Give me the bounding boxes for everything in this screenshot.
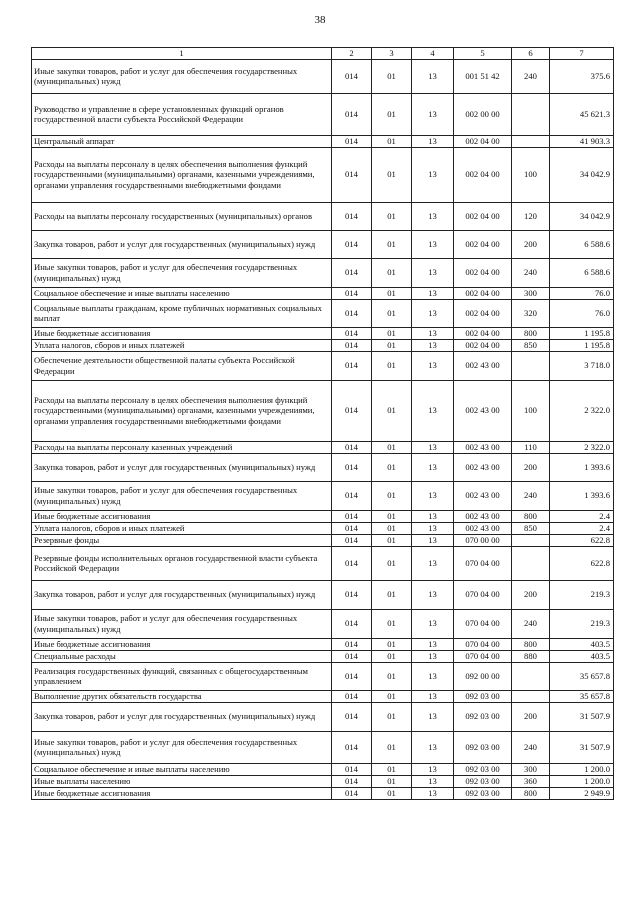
row-subsection: 13 [412,510,454,522]
row-name: Иные закупки товаров, работ и услуг для обеспечения государственных (муниципальных) нужд [32,258,332,287]
row-expense-type [512,135,550,147]
row-ministry-code: 014 [332,258,372,287]
row-ministry-code: 014 [332,638,372,650]
table-row [32,351,614,380]
row-target-article: 002 43 00 [454,510,512,522]
table-row [32,93,614,135]
row-expense-type: 100 [512,147,550,202]
row-name: Иные закупки товаров, работ и услуг для обеспечения государственных (муниципальных) нужд [32,59,332,93]
row-name: Иные закупки товаров, работ и услуг для обеспечения государственных (муниципальных) нужд [32,609,332,638]
table-row [32,522,614,534]
row-expense-type: 800 [512,327,550,339]
row-amount: 6 588.6 [550,230,614,258]
row-name: Обеспечение деятельности общественной палаты субъекта Российской Федерации [32,351,332,380]
row-amount: 1 195.8 [550,327,614,339]
row-section: 01 [372,299,412,327]
row-subsection: 13 [412,731,454,763]
row-subsection: 13 [412,59,454,93]
row-name: Иные выплаты населению [32,775,332,787]
row-name: Уплата налогов, сборов и иных платежей [32,339,332,351]
row-amount: 403.5 [550,638,614,650]
row-name: Закупка товаров, работ и услуг для государственных (муниципальных) нужд [32,580,332,609]
row-ministry-code: 014 [332,481,372,510]
table-row [32,638,614,650]
row-target-article: 092 03 00 [454,702,512,731]
table-row [32,731,614,763]
row-subsection: 13 [412,230,454,258]
row-subsection: 13 [412,690,454,702]
row-subsection: 13 [412,580,454,609]
row-name: Расходы на выплаты персоналу в целях обеспечения выполнения функций государственными (муниципальными) органами, казенными учреждениями, органами управления государственными внебюджетными фондами [32,147,332,202]
row-section: 01 [372,702,412,731]
table-row [32,327,614,339]
row-expense-type: 200 [512,453,550,481]
table-row [32,763,614,775]
table-header-row [32,48,614,60]
row-expense-type: 200 [512,580,550,609]
row-target-article: 002 00 00 [454,93,512,135]
table-row [32,580,614,609]
row-subsection: 13 [412,287,454,299]
row-name: Закупка товаров, работ и услуг для государственных (муниципальных) нужд [32,230,332,258]
row-amount: 76.0 [550,299,614,327]
header-col-7: 7 [550,48,614,60]
row-section: 01 [372,638,412,650]
row-expense-type: 240 [512,609,550,638]
row-target-article: 070 04 00 [454,638,512,650]
row-ministry-code: 014 [332,534,372,546]
row-name: Уплата налогов, сборов и иных платежей [32,522,332,534]
row-expense-type: 240 [512,731,550,763]
row-target-article: 092 00 00 [454,662,512,690]
row-ministry-code: 014 [332,380,372,441]
row-subsection: 13 [412,775,454,787]
row-section: 01 [372,93,412,135]
row-ministry-code: 014 [332,787,372,799]
table-row [32,339,614,351]
row-target-article: 002 04 00 [454,147,512,202]
row-amount: 2 949.9 [550,787,614,799]
row-target-article: 002 04 00 [454,299,512,327]
row-expense-type: 200 [512,230,550,258]
row-amount: 31 507.9 [550,702,614,731]
row-expense-type: 850 [512,339,550,351]
table-row [32,135,614,147]
row-section: 01 [372,481,412,510]
table-row [32,510,614,522]
row-amount: 6 588.6 [550,258,614,287]
row-ministry-code: 014 [332,147,372,202]
row-target-article: 002 43 00 [454,481,512,510]
row-name: Иные бюджетные ассигнования [32,327,332,339]
row-amount: 622.8 [550,534,614,546]
row-expense-type: 800 [512,510,550,522]
row-section: 01 [372,258,412,287]
row-amount: 2.4 [550,522,614,534]
row-name: Специальные расходы [32,650,332,662]
row-amount: 76.0 [550,287,614,299]
row-expense-type [512,690,550,702]
row-expense-type: 110 [512,441,550,453]
row-amount: 41 903.3 [550,135,614,147]
row-subsection: 13 [412,441,454,453]
row-amount: 45 621.3 [550,93,614,135]
row-subsection: 13 [412,258,454,287]
row-section: 01 [372,650,412,662]
row-ministry-code: 014 [332,339,372,351]
row-target-article: 002 04 00 [454,258,512,287]
row-target-article: 002 04 00 [454,135,512,147]
row-section: 01 [372,731,412,763]
row-name: Выполнение других обязательств государства [32,690,332,702]
header-col-6: 6 [512,48,550,60]
row-expense-type: 800 [512,638,550,650]
budget-table [31,47,614,800]
row-amount: 1 200.0 [550,763,614,775]
row-target-article: 092 03 00 [454,690,512,702]
row-ministry-code: 014 [332,702,372,731]
row-expense-type: 320 [512,299,550,327]
row-section: 01 [372,327,412,339]
row-target-article: 092 03 00 [454,787,512,799]
row-section: 01 [372,775,412,787]
row-subsection: 13 [412,380,454,441]
row-amount: 35 657.8 [550,662,614,690]
row-amount: 1 393.6 [550,453,614,481]
row-ministry-code: 014 [332,763,372,775]
row-amount: 219.3 [550,580,614,609]
row-target-article: 002 04 00 [454,287,512,299]
row-section: 01 [372,230,412,258]
row-section: 01 [372,59,412,93]
table-row [32,690,614,702]
row-amount: 1 200.0 [550,775,614,787]
row-name: Социальное обеспечение и иные выплаты населению [32,763,332,775]
row-subsection: 13 [412,638,454,650]
row-subsection: 13 [412,546,454,580]
row-expense-type [512,662,550,690]
table-row [32,775,614,787]
row-amount: 403.5 [550,650,614,662]
table-row [32,441,614,453]
table-row [32,702,614,731]
row-ministry-code: 014 [332,135,372,147]
row-ministry-code: 014 [332,662,372,690]
row-subsection: 13 [412,650,454,662]
row-ministry-code: 014 [332,650,372,662]
row-expense-type [512,351,550,380]
row-subsection: 13 [412,481,454,510]
row-ministry-code: 014 [332,202,372,230]
row-target-article: 002 04 00 [454,202,512,230]
row-target-article: 002 43 00 [454,441,512,453]
row-name: Социальные выплаты гражданам, кроме публичных нормативных социальных выплат [32,299,332,327]
row-ministry-code: 014 [332,327,372,339]
row-subsection: 13 [412,787,454,799]
table-row [32,534,614,546]
row-target-article: 070 04 00 [454,546,512,580]
table-row [32,453,614,481]
row-subsection: 13 [412,453,454,481]
table-row [32,787,614,799]
row-section: 01 [372,510,412,522]
row-subsection: 13 [412,534,454,546]
row-subsection: 13 [412,351,454,380]
row-subsection: 13 [412,702,454,731]
row-name: Иные бюджетные ассигнования [32,638,332,650]
row-expense-type: 800 [512,787,550,799]
row-amount: 622.8 [550,546,614,580]
row-name: Расходы на выплаты персоналу казенных учреждений [32,441,332,453]
row-target-article: 002 43 00 [454,351,512,380]
row-amount: 2 322.0 [550,380,614,441]
row-expense-type: 240 [512,258,550,287]
row-amount: 3 718.0 [550,351,614,380]
row-name: Закупка товаров, работ и услуг для государственных (муниципальных) нужд [32,453,332,481]
row-ministry-code: 014 [332,510,372,522]
table-row [32,258,614,287]
row-ministry-code: 014 [332,609,372,638]
header-col-3: 3 [372,48,412,60]
row-section: 01 [372,763,412,775]
row-amount: 1 195.8 [550,339,614,351]
row-target-article: 070 00 00 [454,534,512,546]
row-subsection: 13 [412,202,454,230]
row-target-article: 002 43 00 [454,453,512,481]
row-name: Расходы на выплаты персоналу государственных (муниципальных) органов [32,202,332,230]
row-ministry-code: 014 [332,731,372,763]
page-number: 38 [314,14,326,26]
row-ministry-code: 014 [332,230,372,258]
row-name: Закупка товаров, работ и услуг для государственных (муниципальных) нужд [32,702,332,731]
row-ministry-code: 014 [332,299,372,327]
row-ministry-code: 014 [332,522,372,534]
row-name: Иные бюджетные ассигнования [32,787,332,799]
row-amount: 2.4 [550,510,614,522]
row-ministry-code: 014 [332,453,372,481]
row-name: Иные закупки товаров, работ и услуг для обеспечения государственных (муниципальных) нужд [32,731,332,763]
row-expense-type: 200 [512,702,550,731]
row-ministry-code: 014 [332,580,372,609]
row-ministry-code: 014 [332,441,372,453]
row-amount: 35 657.8 [550,690,614,702]
row-subsection: 13 [412,609,454,638]
row-amount: 2 322.0 [550,441,614,453]
row-amount: 375.6 [550,59,614,93]
row-amount: 34 042.9 [550,147,614,202]
row-section: 01 [372,546,412,580]
row-target-article: 002 04 00 [454,230,512,258]
row-expense-type: 240 [512,481,550,510]
row-target-article: 002 43 00 [454,522,512,534]
row-expense-type: 360 [512,775,550,787]
table-row [32,230,614,258]
row-section: 01 [372,441,412,453]
row-expense-type: 120 [512,202,550,230]
row-ministry-code: 014 [332,351,372,380]
row-expense-type: 100 [512,380,550,441]
row-name: Расходы на выплаты персоналу в целях обеспечения выполнения функций государственными (муниципальными) органами, казенными учреждениями, органами управления государственными внебюджетными фондами [32,380,332,441]
row-ministry-code: 014 [332,59,372,93]
table-row [32,202,614,230]
row-ministry-code: 014 [332,93,372,135]
row-ministry-code: 014 [332,546,372,580]
header-col-1: 1 [32,48,332,60]
row-expense-type: 880 [512,650,550,662]
row-ministry-code: 014 [332,287,372,299]
row-expense-type: 300 [512,287,550,299]
header-col-4: 4 [412,48,454,60]
table-row [32,59,614,93]
row-target-article: 092 03 00 [454,775,512,787]
row-expense-type: 300 [512,763,550,775]
table-row [32,609,614,638]
row-section: 01 [372,662,412,690]
row-target-article: 002 43 00 [454,380,512,441]
row-target-article: 002 04 00 [454,327,512,339]
row-name: Иные закупки товаров, работ и услуг для обеспечения государственных (муниципальных) нужд [32,481,332,510]
table-row [32,147,614,202]
row-subsection: 13 [412,763,454,775]
table-row [32,481,614,510]
row-name: Резервные фонды [32,534,332,546]
table-row [32,662,614,690]
row-name: Руководство и управление в сфере установленных функций органов государственной власти субъекта Российской Федерации [32,93,332,135]
row-name: Иные бюджетные ассигнования [32,510,332,522]
row-subsection: 13 [412,147,454,202]
row-expense-type [512,534,550,546]
header-col-2: 2 [332,48,372,60]
row-ministry-code: 014 [332,775,372,787]
row-subsection: 13 [412,93,454,135]
row-expense-type [512,546,550,580]
row-section: 01 [372,580,412,609]
row-target-article: 002 04 00 [454,339,512,351]
table-row [32,546,614,580]
row-target-article: 070 04 00 [454,650,512,662]
row-expense-type: 850 [512,522,550,534]
row-name: Реализация государственных функций, связанных с общегосударственным управлением [32,662,332,690]
row-section: 01 [372,287,412,299]
row-target-article: 070 04 00 [454,609,512,638]
row-subsection: 13 [412,135,454,147]
row-target-article: 070 04 00 [454,580,512,609]
row-subsection: 13 [412,327,454,339]
row-section: 01 [372,787,412,799]
row-amount: 31 507.9 [550,731,614,763]
row-subsection: 13 [412,522,454,534]
row-subsection: 13 [412,662,454,690]
row-section: 01 [372,135,412,147]
row-section: 01 [372,147,412,202]
table-row [32,287,614,299]
row-target-article: 092 03 00 [454,763,512,775]
row-subsection: 13 [412,299,454,327]
row-section: 01 [372,380,412,441]
row-section: 01 [372,453,412,481]
table-row [32,380,614,441]
row-ministry-code: 014 [332,690,372,702]
table-row [32,299,614,327]
row-expense-type: 240 [512,59,550,93]
row-amount: 1 393.6 [550,481,614,510]
header-col-5: 5 [454,48,512,60]
row-section: 01 [372,609,412,638]
row-target-article: 092 03 00 [454,731,512,763]
row-expense-type [512,93,550,135]
row-subsection: 13 [412,339,454,351]
row-section: 01 [372,534,412,546]
row-amount: 34 042.9 [550,202,614,230]
row-section: 01 [372,690,412,702]
row-section: 01 [372,351,412,380]
row-target-article: 001 51 42 [454,59,512,93]
row-name: Резервные фонды исполнительных органов государственной власти субъекта Российской Федерации [32,546,332,580]
row-section: 01 [372,339,412,351]
row-section: 01 [372,202,412,230]
row-name: Центральный аппарат [32,135,332,147]
table-row [32,650,614,662]
row-section: 01 [372,522,412,534]
row-name: Социальное обеспечение и иные выплаты населению [32,287,332,299]
row-amount: 219.3 [550,609,614,638]
